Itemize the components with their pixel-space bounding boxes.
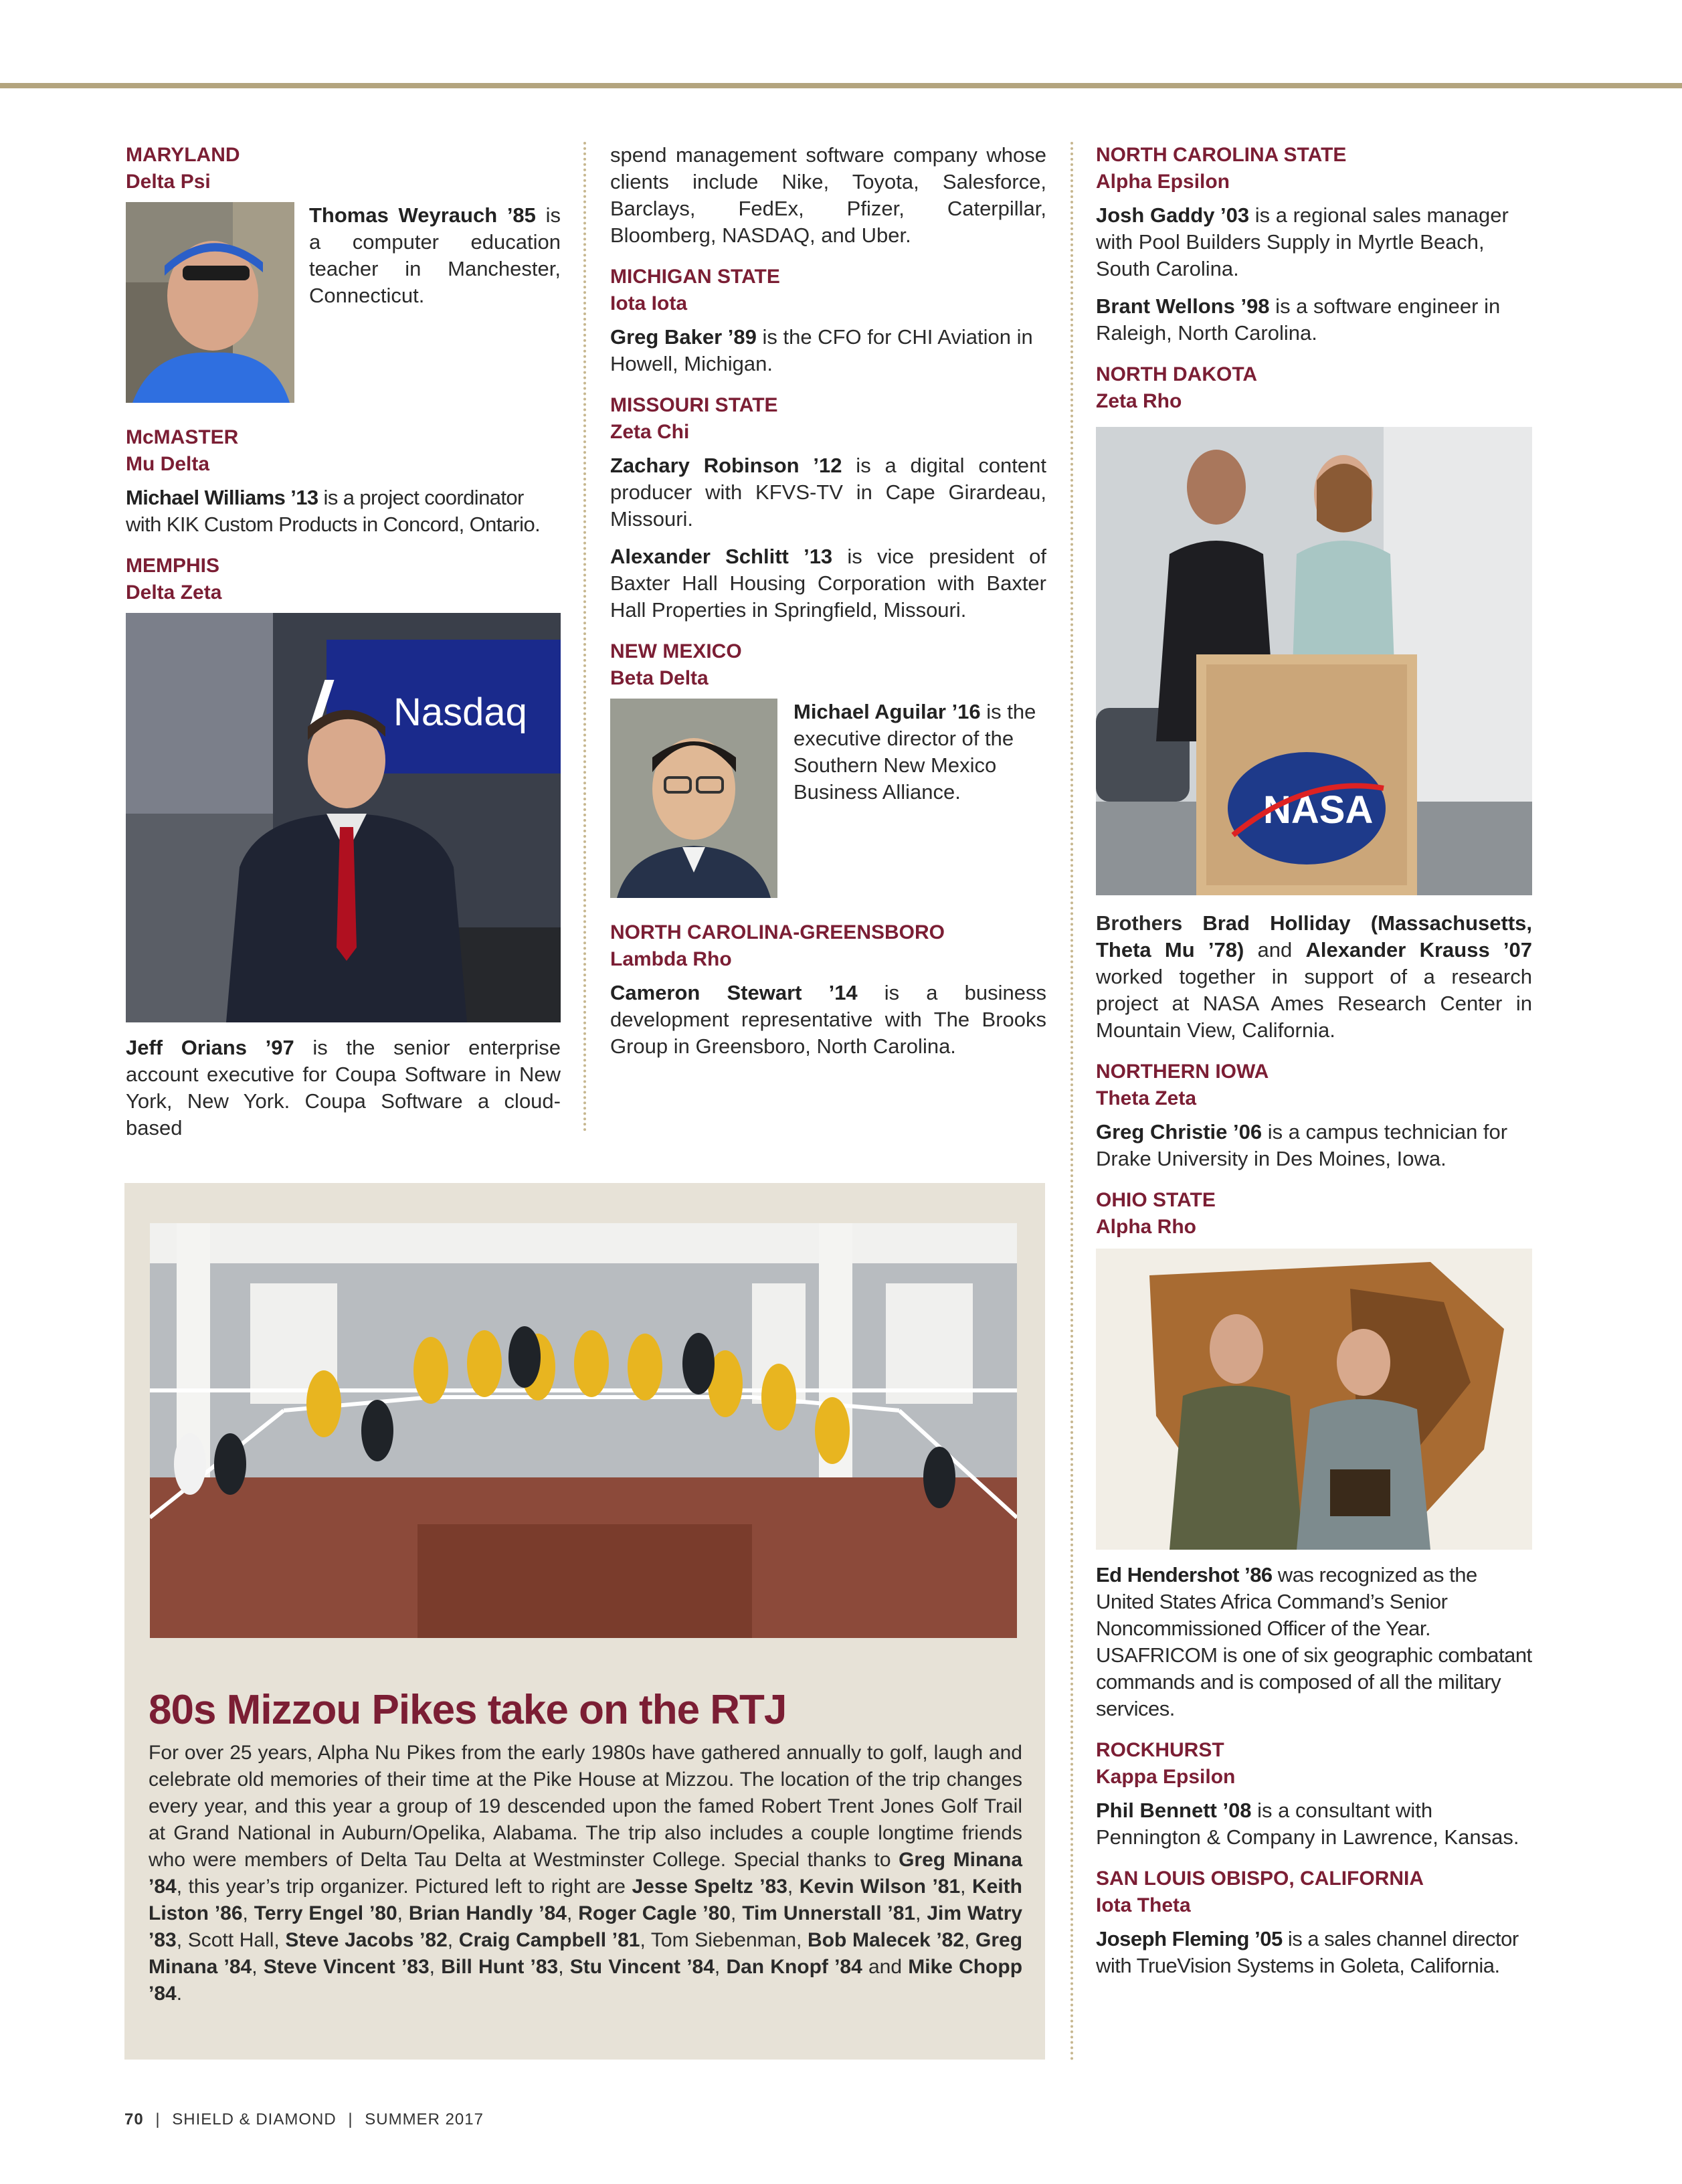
section-mcmaster xyxy=(126,424,561,538)
member-name: Bill Hunt ’83 xyxy=(441,1956,559,1978)
school-name: NORTH CAROLINA-GREENSBORO xyxy=(610,921,945,943)
member-name: Brant Wellons ’98 xyxy=(1096,294,1270,318)
footer-separator: | xyxy=(348,2110,353,2128)
member-name: Michael Aguilar ’16 xyxy=(793,700,981,723)
bio-alexander-schlitt xyxy=(610,543,1046,624)
separator: , xyxy=(787,1876,800,1898)
bio-text: is a software engineer in Raleigh, North Carolina. xyxy=(1096,294,1501,345)
member-name: Brad Holliday (Massachusetts, Theta Mu ’78) xyxy=(1096,911,1532,962)
member-name: Keith Liston ’86 xyxy=(149,1876,1022,1924)
separator: , xyxy=(730,1902,743,1924)
school-name: MICHIGAN STATE xyxy=(610,266,780,288)
bio-text: is the CFO for CHI Aviation in Howell, Michigan. xyxy=(610,325,1033,375)
member-name: Dan Knopf ’84 xyxy=(726,1956,862,1978)
separator: , xyxy=(447,1929,459,1951)
member-name: Roger Cagle ’80 xyxy=(578,1902,731,1924)
caption-text: Brothers xyxy=(1096,911,1203,935)
member-name: Steve Jacobs ’82 xyxy=(285,1929,448,1951)
feature-title: 80s Mizzou Pikes take on the RTJ xyxy=(149,1687,787,1733)
feature-text: For over 25 years, Alpha Nu Pikes from the early 1980s have gathered annually to golf, laugh and celebrate old memories of their time at the Pike House at Mizzou. The location of the trip changes every year, and this year a group of 19 descended upon the famed Robert Trent Jones Golf Trail at Grand National in Auburn/Opelika, Alabama. The trip also includes a couple longtime friends who were members of Delta Tau Delta at Westminster College. Special thanks to xyxy=(149,1742,1022,1871)
member-name: Jeff Orians ’97 xyxy=(126,1036,294,1059)
member-name: Tom Siebenman xyxy=(650,1929,797,1951)
separator: , xyxy=(429,1956,442,1978)
nasa-logo-text: NASA xyxy=(1263,788,1374,832)
school-name: MISSOURI STATE xyxy=(610,394,778,416)
member-name: Jim Watry ’83 xyxy=(149,1902,1023,1951)
member-name: Stu Vincent ’84 xyxy=(569,1956,715,1978)
photo-ed-hendershot xyxy=(1096,1249,1532,1550)
section-ohio-state xyxy=(1096,1187,1532,1722)
chapter-name: Iota Iota xyxy=(610,292,688,314)
column-1 xyxy=(126,142,561,1156)
bio-text: is a project coordinator with KIK Custom Products in Concord, Ontario. xyxy=(126,486,541,536)
section-michigan-state xyxy=(610,264,1046,377)
issue-name: SUMMER 2017 xyxy=(365,2110,484,2128)
separator: , xyxy=(714,1956,727,1978)
column-divider-1 xyxy=(583,142,586,1132)
footer-separator: | xyxy=(155,2110,161,2128)
bio-zachary-robinson xyxy=(610,452,1046,533)
school-name: NORTH CAROLINA STATE xyxy=(1096,144,1347,166)
bio-ed-hendershot xyxy=(1096,1562,1532,1722)
bio-text: is a business development representative with The Brooks Group in Greensboro, North Carolina. xyxy=(610,981,1046,1058)
separator: , xyxy=(964,1929,976,1951)
member-name: Zachary Robinson ’12 xyxy=(610,454,842,477)
caption-text: worked together in support of a research project at NASA Ames Research Center in Mountain View, California. xyxy=(1096,965,1532,1042)
separator: , xyxy=(558,1956,570,1978)
school-name: NEW MEXICO xyxy=(610,640,742,662)
separator: , xyxy=(640,1929,651,1951)
bio-continuation: spend management software company whose clients include Nike, Toyota, Salesforce, Barclays, FedEx, Pfizer, Caterpillar, Bloomberg, NASDAQ, and Uber. xyxy=(610,143,1046,247)
caption-nasa xyxy=(1096,910,1532,1044)
section-rockhurst xyxy=(1096,1737,1532,1851)
bio-greg-baker xyxy=(610,324,1046,377)
bio-greg-christie xyxy=(1096,1119,1532,1172)
chapter-name: Beta Delta xyxy=(610,667,709,689)
publication-name: SHIELD & DIAMOND xyxy=(172,2110,337,2128)
bio-text: is a digital content producer with KFVS-TV in Cape Girardeau, Missouri. xyxy=(610,454,1047,531)
school-name: NORTHERN IOWA xyxy=(1096,1061,1269,1083)
school-name: NORTH DAKOTA xyxy=(1096,363,1258,385)
member-name: Cameron Stewart ’14 xyxy=(610,981,858,1004)
page-number: 70 xyxy=(124,2110,144,2128)
caption-text: and xyxy=(1244,938,1306,962)
bio-text: was recognized as the United States Africa Command’s Senior Noncommissioned Officer of the Year. USAFRICOM is one of six geographic combatant commands and is composed of all the military services. xyxy=(1096,1563,1532,1720)
page-footer xyxy=(124,2110,484,2129)
separator: , xyxy=(915,1902,927,1924)
bio-text: is a consultant with Pennington & Company in Lawrence, Kansas. xyxy=(1096,1799,1519,1849)
bio-jeff-orians xyxy=(126,1034,561,1142)
member-name: Greg Christie ’06 xyxy=(1096,1120,1263,1144)
bio-text: is the executive director of the Southern New Mexico Business Alliance. xyxy=(793,700,1036,804)
bio-text: is a sales channel director with TrueVision Systems in Goleta, California. xyxy=(1096,1927,1519,1977)
member-name: Alexander Schlitt ’13 xyxy=(610,545,833,568)
chapter-name: Zeta Rho xyxy=(1096,390,1182,412)
section-nc-state xyxy=(1096,142,1532,347)
chapter-name: Theta Zeta xyxy=(1096,1087,1197,1109)
column-3 xyxy=(1096,142,1532,1994)
separator: , xyxy=(252,1956,264,1978)
photo-mizzou-group xyxy=(150,1223,1017,1638)
separator: and xyxy=(862,1956,909,1978)
separator: , xyxy=(176,1929,188,1951)
member-name: Alexander Krauss ’07 xyxy=(1305,938,1532,962)
chapter-name: Lambda Rho xyxy=(610,948,732,970)
photo-michael-aguilar xyxy=(610,699,777,898)
member-name: Ed Hendershot ’86 xyxy=(1096,1563,1273,1586)
section-north-dakota xyxy=(1096,361,1532,1044)
chapter-name: Mu Delta xyxy=(126,453,210,475)
bio-brant-wellons xyxy=(1096,293,1532,347)
member-name: Craig Campbell ’81 xyxy=(458,1929,640,1951)
separator: , xyxy=(397,1902,409,1924)
column-2 xyxy=(610,142,1046,1075)
bio-phil-bennett xyxy=(1096,1797,1532,1851)
section-maryland xyxy=(126,142,561,410)
school-name: ROCKHURST xyxy=(1096,1739,1224,1761)
header-rule xyxy=(0,83,1682,88)
chapter-name: Delta Psi xyxy=(126,171,211,193)
bio-michael-williams xyxy=(126,484,561,538)
member-name: Brian Handly ’84 xyxy=(408,1902,567,1924)
member-name: Kevin Wilson ’81 xyxy=(799,1876,961,1898)
feature-panel xyxy=(124,1183,1045,2060)
section-nc-greensboro xyxy=(610,919,1046,1060)
section-missouri-state xyxy=(610,392,1046,624)
member-name: Scott Hall xyxy=(187,1929,274,1951)
bio-text: is a regional sales manager with Pool Builders Supply in Myrtle Beach, South Carolina. xyxy=(1096,203,1509,280)
separator: , xyxy=(242,1902,254,1924)
bio-text: is the senior enterprise account executive for Coupa Software in New York, New York. Coupa Software a cloud-based xyxy=(126,1036,561,1140)
feature-text: , this year’s trip organizer. Pictured left to right are xyxy=(176,1876,632,1898)
school-name: SAN LOUIS OBISPO, CALIFORNIA xyxy=(1096,1868,1424,1890)
member-name: Terry Engel ’80 xyxy=(254,1902,397,1924)
member-name: Michael Williams ’13 xyxy=(126,486,318,509)
bio-text: is vice president of Baxter Hall Housing Corporation with Baxter Hall Properties in Springfield, Missouri. xyxy=(610,545,1046,622)
school-name: MEMPHIS xyxy=(126,555,220,577)
section-memphis xyxy=(126,553,561,1142)
chapter-name: Alpha Rho xyxy=(1096,1216,1196,1238)
member-name: Jesse Speltz ’83 xyxy=(632,1876,787,1898)
chapter-name: Iota Theta xyxy=(1096,1894,1191,1916)
bio-joseph-fleming xyxy=(1096,1926,1532,1979)
member-name: Mike Chopp ’84 xyxy=(149,1956,1023,2005)
school-name: MARYLAND xyxy=(126,144,240,166)
member-name: Tim Unnerstall ’81 xyxy=(742,1902,916,1924)
bio-text: is a computer education teacher in Manchester, Connecticut. xyxy=(309,203,561,307)
bio-cameron-stewart xyxy=(610,980,1046,1060)
chapter-name: Kappa Epsilon xyxy=(1096,1766,1236,1788)
photo-thomas-weyrauch xyxy=(126,202,294,403)
chapter-name: Alpha Epsilon xyxy=(1096,171,1230,193)
separator: , xyxy=(567,1902,579,1924)
member-name: Steve Vincent ’83 xyxy=(263,1956,430,1978)
bio-josh-gaddy xyxy=(1096,202,1532,282)
chapter-name: Delta Zeta xyxy=(126,581,222,604)
school-name: McMASTER xyxy=(126,426,239,448)
member-name: Josh Gaddy ’03 xyxy=(1096,203,1250,227)
chapter-name: Zeta Chi xyxy=(610,421,690,443)
bio-text: is a campus technician for Drake University in Des Moines, Iowa. xyxy=(1096,1120,1508,1170)
section-new-mexico xyxy=(610,638,1046,905)
nasdaq-sign-text: Nasdaq xyxy=(393,691,527,734)
member-name: Thomas Weyrauch ’85 xyxy=(309,203,536,227)
section-san-luis-obispo xyxy=(1096,1865,1532,1979)
feature-body xyxy=(149,1740,1022,2007)
school-name: OHIO STATE xyxy=(1096,1189,1216,1211)
photo-nasa xyxy=(1096,427,1532,895)
member-name: Greg Minana ’84 xyxy=(149,1849,1023,1898)
member-name: Phil Bennett ’08 xyxy=(1096,1799,1252,1822)
photo-jeff-orians xyxy=(126,613,561,1022)
separator: . xyxy=(176,1983,183,2005)
section-northern-iowa xyxy=(1096,1059,1532,1172)
separator: , xyxy=(796,1929,808,1951)
separator: , xyxy=(960,1876,972,1898)
separator: , xyxy=(274,1929,286,1951)
member-name: Joseph Fleming ’05 xyxy=(1096,1927,1283,1950)
member-name: Greg Minana ’84 xyxy=(149,1929,1023,1978)
column-divider-2 xyxy=(1070,142,1073,2062)
member-name: Bob Malecek ’82 xyxy=(808,1929,965,1951)
member-name: Greg Baker ’89 xyxy=(610,325,757,349)
